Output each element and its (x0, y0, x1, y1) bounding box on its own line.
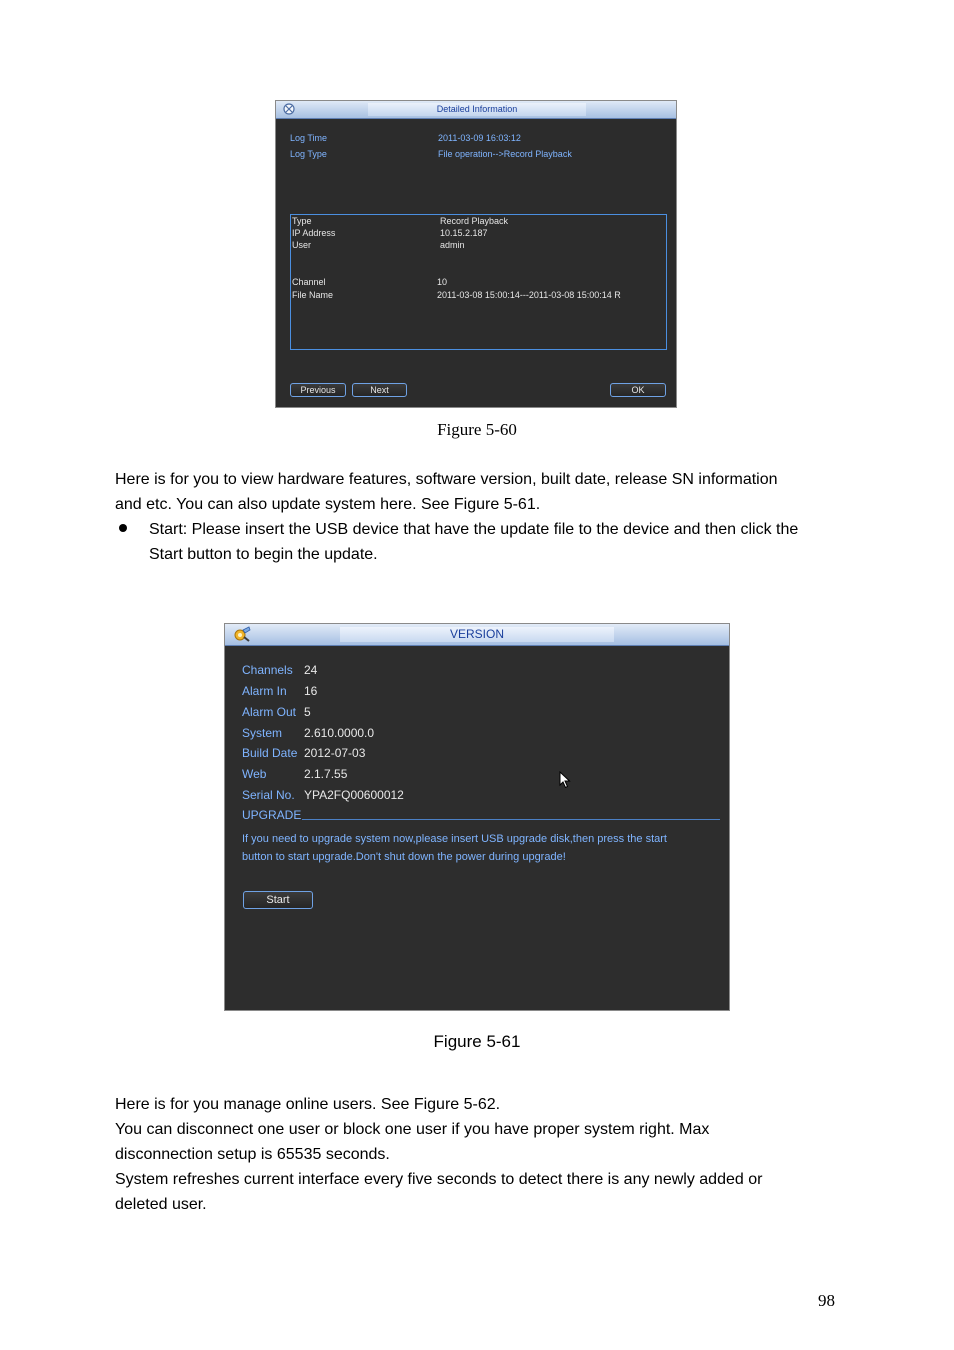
upgrade-heading: UPGRADE (242, 808, 302, 822)
web-label: Web (242, 767, 267, 781)
start-button[interactable]: Start (243, 891, 313, 909)
dialog-title: Detailed Information (368, 103, 586, 116)
build-date-value: 2012-07-03 (304, 746, 366, 760)
dialog-title: VERSION (340, 627, 614, 642)
bullet-dot (119, 524, 127, 532)
online-users-line-3: disconnection setup is 65535 seconds. (115, 1146, 390, 1163)
channels-value: 24 (304, 663, 318, 677)
figure-5-60-caption: Figure 5-60 (437, 420, 517, 439)
online-users-line-4: System refreshes current interface every five seconds to detect there is any newly added or (115, 1171, 763, 1188)
alarm-in-label: Alarm In (242, 684, 287, 698)
version-dialog (224, 623, 730, 1011)
ok-button[interactable]: OK (610, 383, 666, 397)
dialog-title-bar (225, 624, 729, 646)
start-bullet-line-1: Start: Please insert the USB device that have the update file to the device and then click the (149, 521, 799, 538)
file-name-label: File Name (292, 290, 334, 300)
alarm-in-value: 16 (304, 684, 318, 698)
channels-label: Channels (242, 663, 293, 677)
log-time-label: Log Time (290, 133, 328, 143)
ip-address-label: IP Address (292, 228, 336, 238)
type-label: Type (292, 216, 312, 226)
channel-value: 10 (437, 277, 448, 287)
online-users-line-1: Here is for you manage online users. See Figure 5-62. (115, 1096, 501, 1113)
alarm-out-value: 5 (304, 705, 311, 719)
app-logo-icon (282, 102, 296, 116)
version-intro-line-1: Here is for you to view hardware features, software version, built date, release SN information (115, 471, 778, 488)
detail-box[interactable] (290, 214, 667, 350)
user-label: User (292, 240, 312, 250)
log-type-value: File operation-->Record Playback (438, 149, 572, 159)
page-number: 98 (818, 1291, 835, 1310)
user-value: admin (440, 240, 465, 250)
build-date-label: Build Date (242, 746, 298, 760)
online-users-line-2: You can disconnect one user or block one user if you have proper system right. Max (115, 1121, 710, 1138)
serial-no-value: YPA2FQ00600012 (304, 788, 404, 802)
system-value: 2.610.0000.0 (304, 726, 375, 740)
previous-button[interactable]: Previous (290, 383, 346, 397)
version-intro-line-2: and etc. You can also update system here. See Figure 5-61. (115, 496, 541, 513)
detailed-information-dialog (275, 100, 677, 408)
figure-5-61-caption: Figure 5-61 (433, 1032, 521, 1051)
system-label: System (242, 726, 283, 740)
upgrade-instruction-line-2: button to start upgrade.Don't shut down the power during upgrade! (242, 851, 566, 863)
channel-label: Channel (292, 277, 326, 287)
web-value: 2.1.7.55 (304, 767, 348, 781)
serial-no-label: Serial No. (242, 788, 295, 802)
file-name-value: 2011-03-08 15:00:14---2011-03-08 15:00:14 R (437, 290, 621, 300)
upgrade-divider (302, 819, 720, 820)
log-type-label: Log Type (290, 149, 327, 159)
log-time-value: 2011-03-09 16:03:12 (438, 133, 521, 143)
type-value: Record Playback (440, 216, 509, 226)
start-bullet-line-2: Start button to begin the update. (149, 546, 378, 563)
ip-address-value: 10.15.2.187 (440, 228, 488, 238)
settings-tool-icon (233, 626, 251, 643)
next-button[interactable]: Next (352, 383, 407, 397)
dialog-title-bar (276, 101, 676, 119)
upgrade-instruction-line-1: If you need to upgrade system now,please insert USB upgrade disk,then press the start (242, 833, 667, 845)
mouse-cursor-icon (559, 771, 571, 789)
online-users-line-5: deleted user. (115, 1196, 207, 1213)
alarm-out-label: Alarm Out (242, 705, 297, 719)
